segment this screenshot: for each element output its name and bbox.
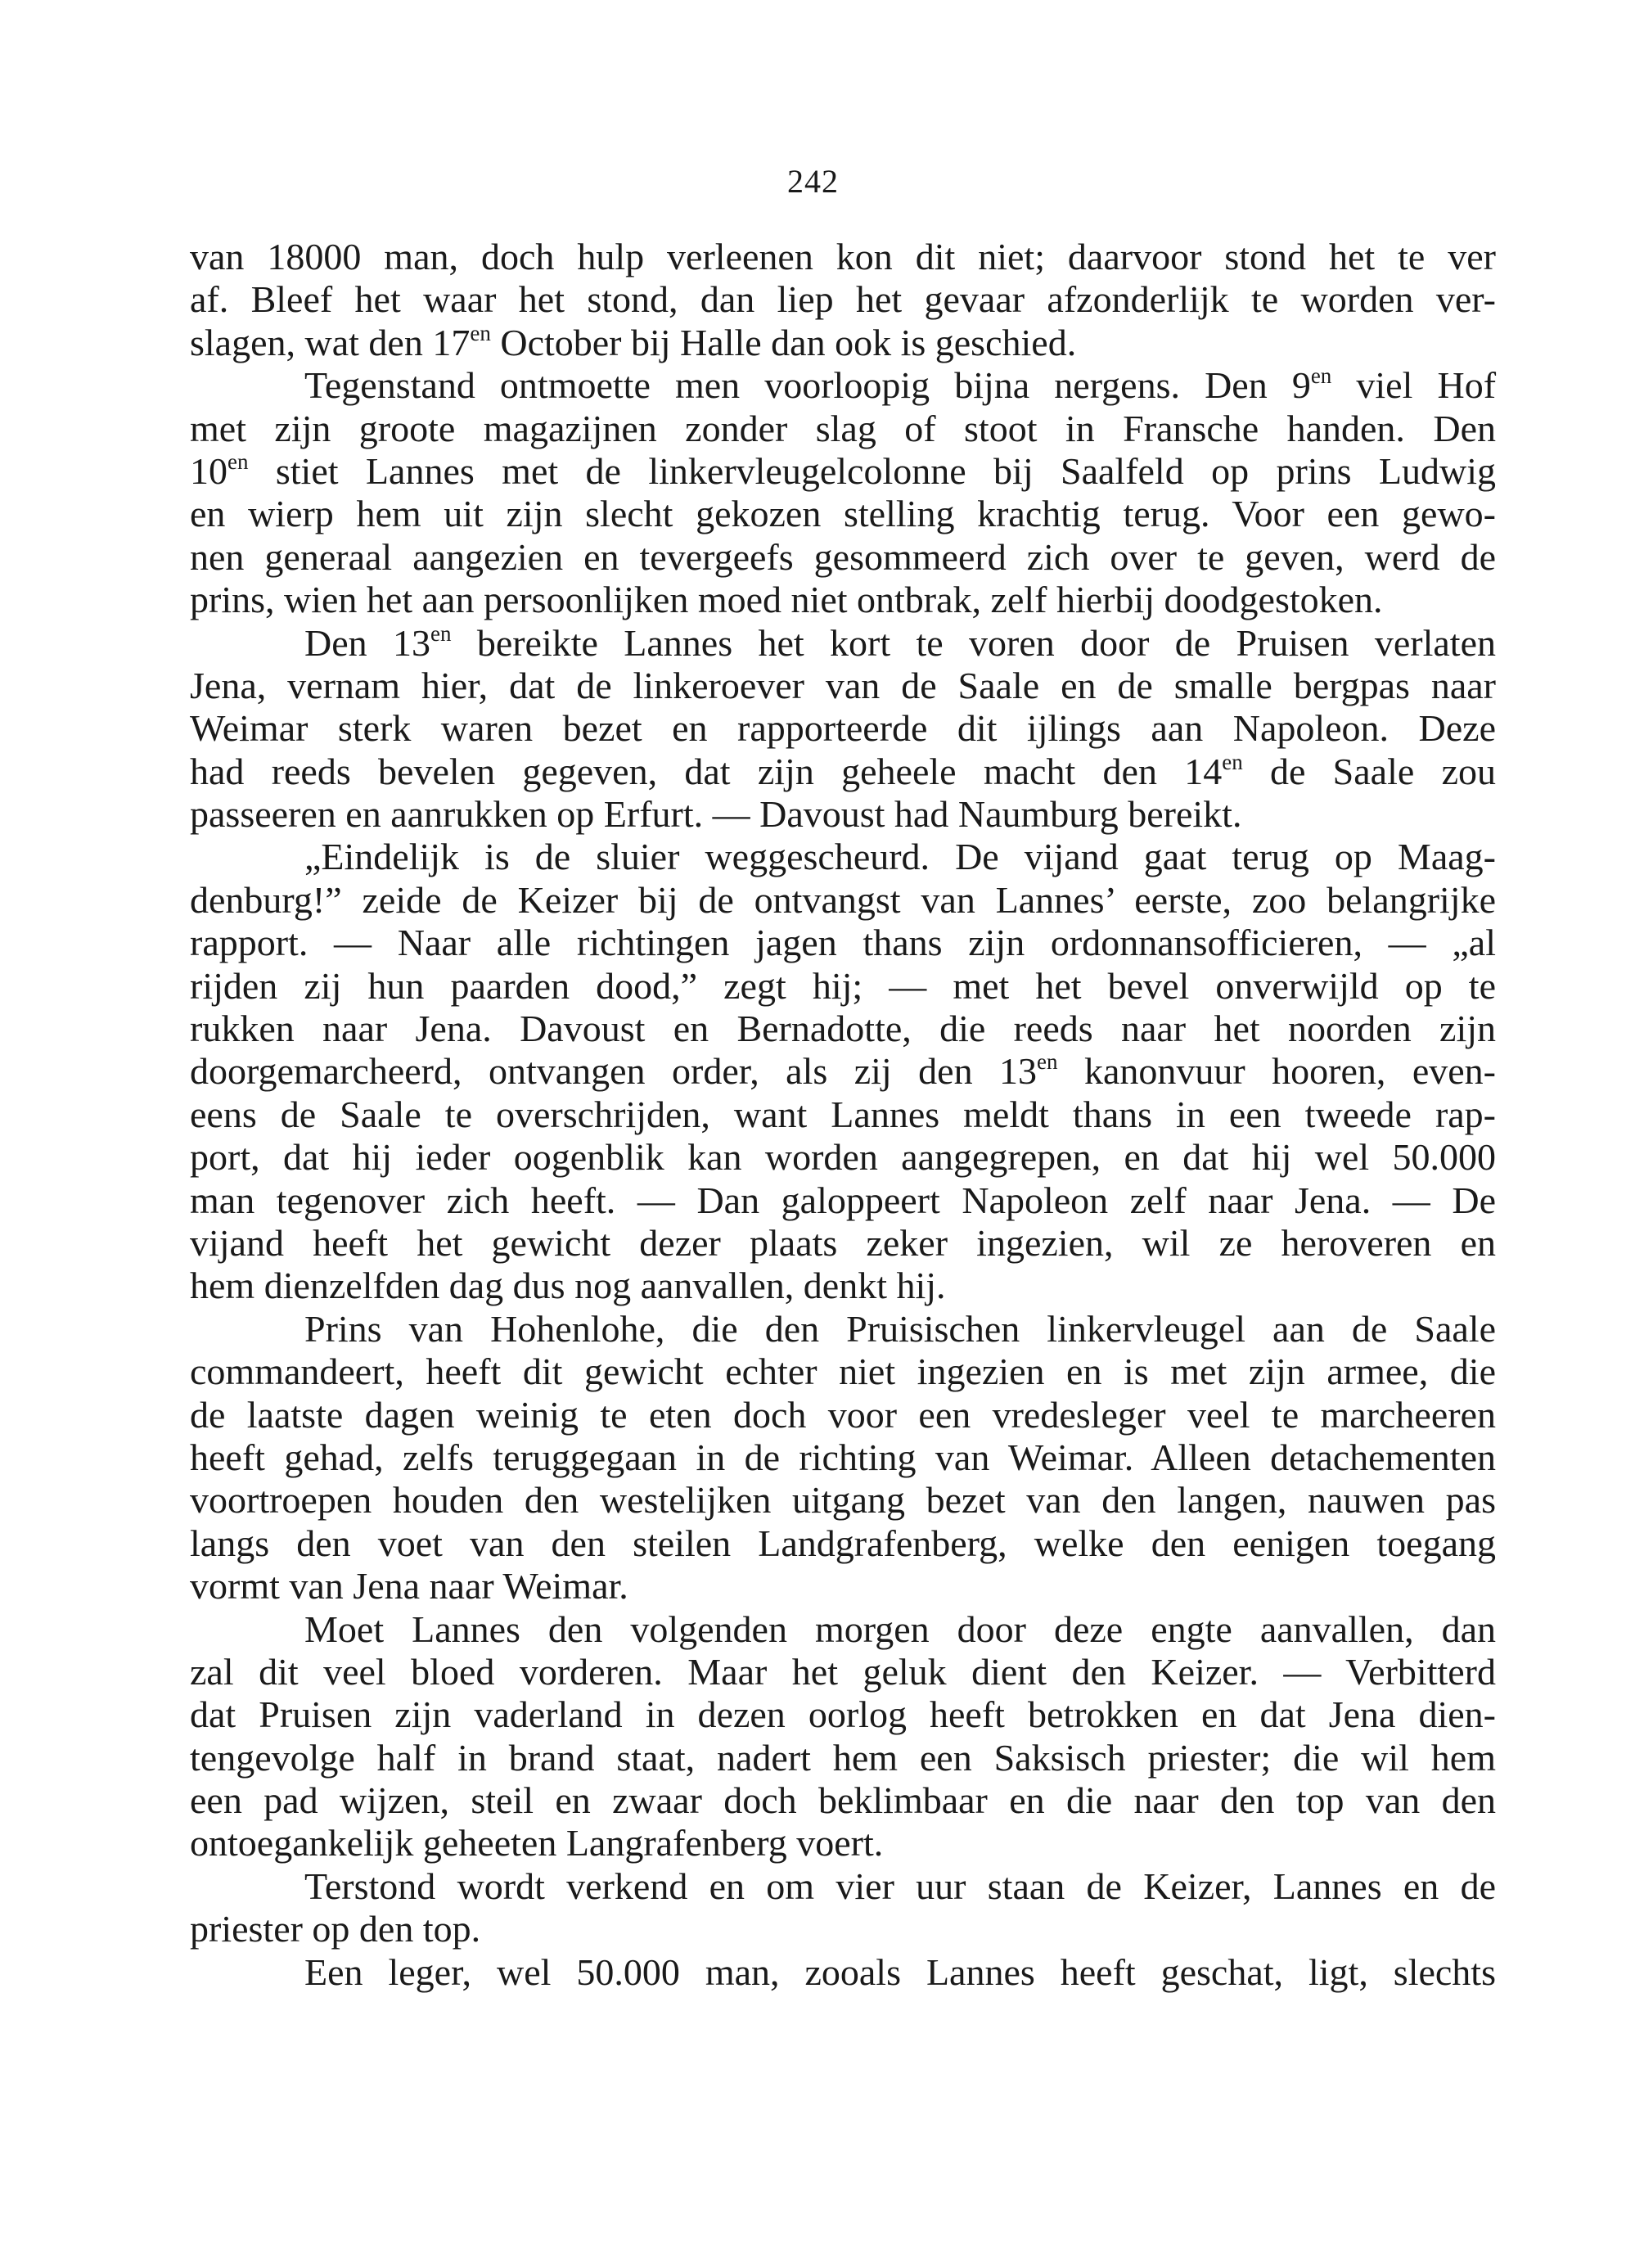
superscript: en xyxy=(1037,1049,1058,1075)
paragraph xyxy=(190,236,1496,364)
text-line: vormt van Jena naar Weimar. xyxy=(190,1565,628,1607)
paragraph xyxy=(190,1865,1496,1951)
text-line: nen generaal aangezien en tevergeefs gesommeerd zich over te geven, werd de xyxy=(190,535,1496,578)
paragraph xyxy=(190,1308,1496,1608)
text-line: passeeren en aanrukken op Erfurt. — Davoust had Naumburg bereikt. xyxy=(190,793,1242,836)
text-line: af. Bleef het waar het stond, dan liep het gevaar afzonderlijk te worden ver- xyxy=(190,278,1496,321)
text-line: prins, wien het aan persoonlijken moed niet ontbrak, zelf hierbij doodgestoken. xyxy=(190,579,1383,621)
text-line: $10^{en}$ stiet Lannes met de linkervleugelcolonne bij Saalfeld op prins Ludwig xyxy=(190,449,1496,492)
text-line: zal dit veel bloed vorderen. Maar het geluk dient den Keizer. — Verbitterd xyxy=(190,1650,1496,1693)
text-line: Den $13^{en}$ bereikte Lannes het kort te voren door de Pruisen verlaten xyxy=(304,620,1496,664)
body-text xyxy=(190,236,1496,1994)
text-line: port, dat hij ieder oogenblik kan worden aangegrepen, en dat hij wel 50.000 xyxy=(190,1136,1496,1179)
text-line: langs den voet van den steilen Landgrafenberg, welke den eenigen toegang xyxy=(190,1522,1496,1564)
text-line: rijden zij hun paarden dood,” zegt hij; — met het bevel onverwijld op te xyxy=(190,964,1496,1007)
text-line: priester op den top. xyxy=(190,1908,481,1950)
text-line: commandeert, heeft dit gewicht echter niet ingezien en is met zijn armee, die xyxy=(190,1350,1496,1393)
paragraph xyxy=(190,836,1496,1307)
text-line: dat Pruisen zijn vaderland in dezen oorlog heeft betrokken en dat Jena dien- xyxy=(190,1693,1496,1736)
text-line: doorgemarcheerd, ontvangen order, als zij den $13^{en}$ kanonvuur hooren, even- xyxy=(190,1049,1496,1093)
text-line: voortroepen houden den westelijken uitgang bezet van den langen, nauwen pas xyxy=(190,1479,1496,1522)
text-line: „Eindelijk is de sluier weggescheurd. De vijand gaat terug op Maag- xyxy=(304,836,1496,878)
superscript: en xyxy=(430,620,452,646)
paragraph xyxy=(190,1951,1496,1994)
superscript: en xyxy=(227,449,249,474)
text-line: de laatste dagen weinig te eten doch voor een vredesleger veel te marcheeren xyxy=(190,1393,1496,1436)
text-line: slagen, wat den $17^{en}$ October bij Halle dan ook is geschied. xyxy=(190,320,1077,363)
text-line: rapport. — Naar alle richtingen jagen thans zijn ordonnansofficieren, — „al xyxy=(190,922,1496,964)
text-line: heeft gehad, zelfs teruggegaan in de richting van Weimar. Alleen detachementen xyxy=(190,1436,1496,1478)
superscript: en xyxy=(470,320,491,345)
text-line: Terstond wordt verkend en om vier uur staan de Keizer, Lannes en de xyxy=(304,1864,1496,1907)
text-line: Moet Lannes den volgenden morgen door deze engte aanvallen, dan xyxy=(304,1607,1496,1650)
text-line: tengevolge half in brand staat, nadert hem een Saksisch priester; die wil hem xyxy=(190,1736,1496,1779)
text-line: vijand heeft het gewicht dezer plaats zeker ingezien, wil ze heroveren en xyxy=(190,1221,1496,1264)
text-line: eens de Saale te overschrijden, want Lannes meldt thans in een tweede rap- xyxy=(190,1093,1496,1135)
paragraph xyxy=(190,622,1496,836)
text-line: en wierp hem uit zijn slecht gekozen stelling krachtig terug. Voor een gewo- xyxy=(190,493,1496,535)
text-line: Een leger, wel 50.000 man, zooals Lannes heeft geschat, ligt, slechts xyxy=(304,1950,1496,1993)
paragraph xyxy=(190,1608,1496,1865)
superscript: en xyxy=(1310,363,1332,389)
superscript: en xyxy=(1222,749,1243,774)
text-line: hem dienzelfden dag dus nog aanvallen, denkt hij. xyxy=(190,1265,946,1307)
text-line: Weimar sterk waren bezet en rapporteerde dit ijlings aan Napoleon. Deze xyxy=(190,707,1496,750)
text-line: had reeds bevelen gegeven, dat zijn geheele macht den $14^{en}$ de Saale zou xyxy=(190,749,1496,792)
text-line: Jena, vernam hier, dat de linkeroever van de Saale en de smalle bergpas naar xyxy=(190,664,1496,706)
page-number: 242 xyxy=(787,163,839,200)
paragraph xyxy=(190,364,1496,621)
text-line: rukken naar Jena. Davoust en Bernadotte, die reeds naar het noorden zijn xyxy=(190,1008,1496,1050)
text-line: Tegenstand ontmoette men voorloopig bijna nergens. Den $9^{en}$ viel Hof xyxy=(304,363,1497,407)
text-line: van 18000 man, doch hulp verleenen kon dit niet; daarvoor stond het te ver xyxy=(190,236,1496,277)
text-line: ontoegankelijk geheeten Langrafenberg voert. xyxy=(190,1822,884,1864)
text-line: een pad wijzen, steil en zwaar doch beklimbaar en die naar den top van den xyxy=(190,1779,1496,1822)
text-line: denburg!” zeide de Keizer bij de ontvangst van Lannes’ eerste, zoo belangrijke xyxy=(190,878,1496,921)
text-line: met zijn groote magazijnen zonder slag of stoot in Fransche handen. Den xyxy=(190,407,1496,449)
text-line: Prins van Hohenlohe, die den Pruisischen linkervleugel aan de Saale xyxy=(304,1307,1496,1350)
text-line: man tegenover zich heeft. — Dan galoppeert Napoleon zelf naar Jena. — De xyxy=(190,1179,1496,1221)
